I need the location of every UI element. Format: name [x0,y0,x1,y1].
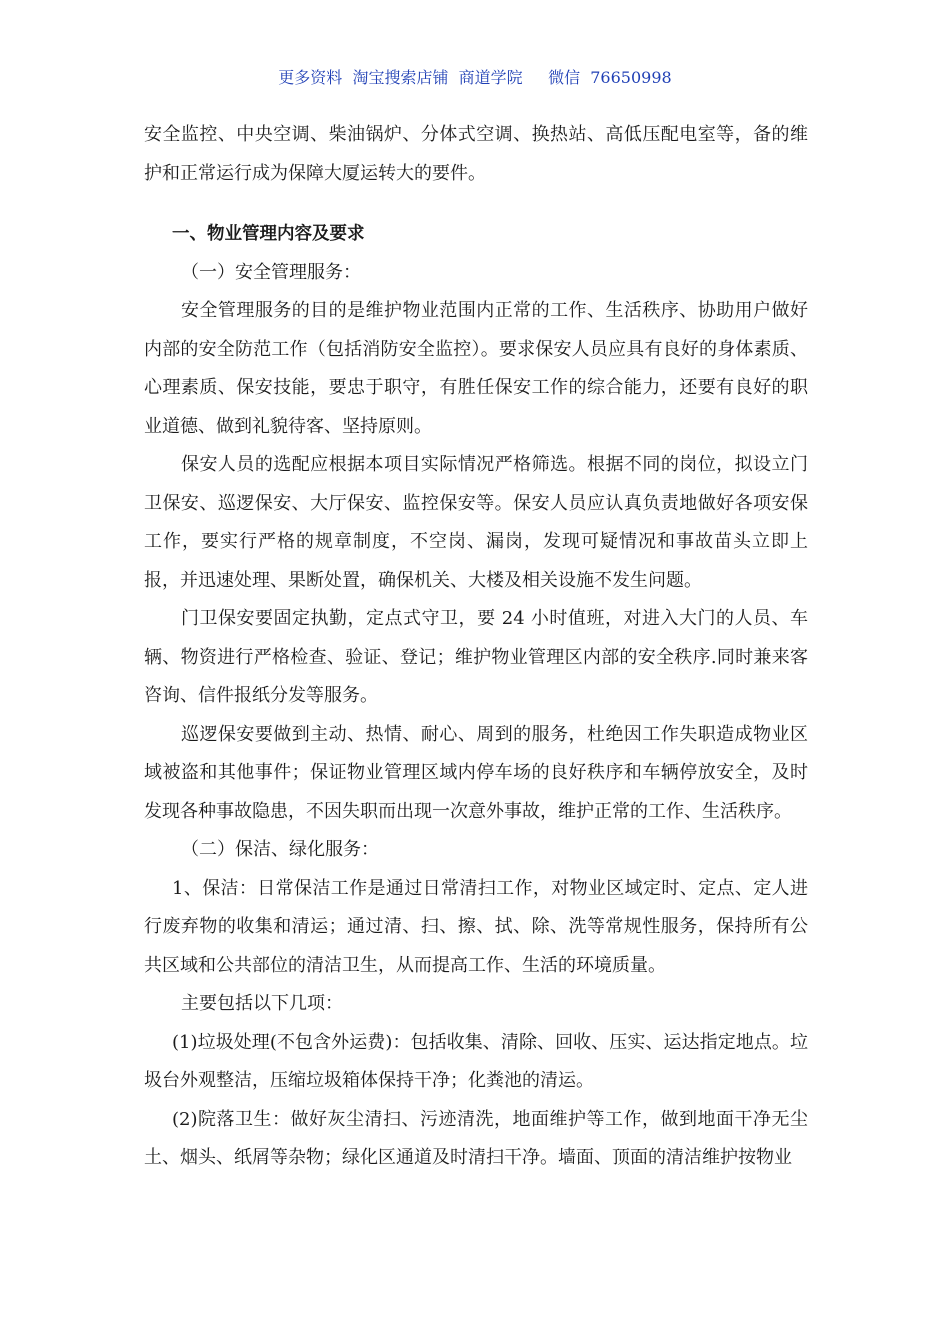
paragraph-garbage-handling: (1)垃圾处理(不包含外运费)：包括收集、清除、回收、压实、运达指定地点。垃圾台外观整洁，压缩垃圾箱体保持干净；化粪池的清运。 [144,1031,808,1091]
paragraph-security-staffing: 保安人员的选配应根据本项目实际情况严格筛选。根据不同的岗位，拟设立门卫保安、巡逻保安、大厅保安、监控保安等。保安人员应认真负责地做好各项安保工作，要实行严格的规章制度，不空岗、漏岗，发现可疑情况和事故苗头立即上报，并迅速处理、果断处置，确保机关、大楼及相关设施不发生问题。 [144,454,808,591]
header-watermark-text: 更多资料 淘宝搜索店铺 商道学院 微信 76650998 [278,68,672,87]
paragraph-courtyard-hygiene: (2)院落卫生：做好灰尘清扫、污迹清洗，地面维护等工作，做到地面干净无尘土、烟头、纸屑等杂物；绿化区通道及时清扫干净。墙面、顶面的清洁维护按物业 [144,1108,808,1168]
paragraph-intro: 安全监控、中央空调、柴油锅炉、分体式空调、换热站、高低压配电室等，备的维护和正常运行成为保障大厦运转大的要件。 [144,124,808,184]
paragraph-security-purpose: 安全管理服务的目的是维护物业范围内正常的工作、生活秩序、协助用户做好内部的安全防范工作（包括消防安全监控）。要求保安人员应具有良好的身体素质、心理素质、保安技能，要忠于职守，有胜任保安工作的综合能力，还要有良好的职业道德、做到礼貌待客、坚持原则。 [144,300,808,437]
paragraph-main-items: 主要包括以下几项： [181,993,343,1014]
paragraph-gate-guard: 门卫保安要固定执勤，定点式守卫，要 24 小时值班，对进入大门的人员、车辆、物资进行严格检查、验证、登记；维护物业管理区内部的安全秩序.同时兼来客咨询、信件报纸分发等服务。 [144,608,808,706]
paragraph-cleaning: 1、保洁：日常保洁工作是通过日常清扫工作，对物业区域定时、定点、定人进行废弃物的收集和清运；通过清、扫、擦、拭、除、洗等常规性服务，保持所有公共区域和公共部位的清洁卫生，从而提高工作、生活的环境质量。 [144,877,808,976]
subsection-heading-cleaning-greening: （二）保洁、绿化服务： [181,839,379,860]
subsection-heading-security: （一）安全管理服务： [181,261,361,283]
paragraph-patrol-guard: 巡逻保安要做到主动、热情、耐心、周到的服务，杜绝因工作失职造成物业区域被盗和其他事件；保证物业管理区域内停车场的良好秩序和车辆停放安全，及时发现各种事故隐患，不因失职而出现一次意外事故，维护正常的工作、生活秩序。 [144,723,808,822]
document-body [144,116,808,1178]
section-heading-property-management: 一、物业管理内容及要求 [172,224,365,244]
